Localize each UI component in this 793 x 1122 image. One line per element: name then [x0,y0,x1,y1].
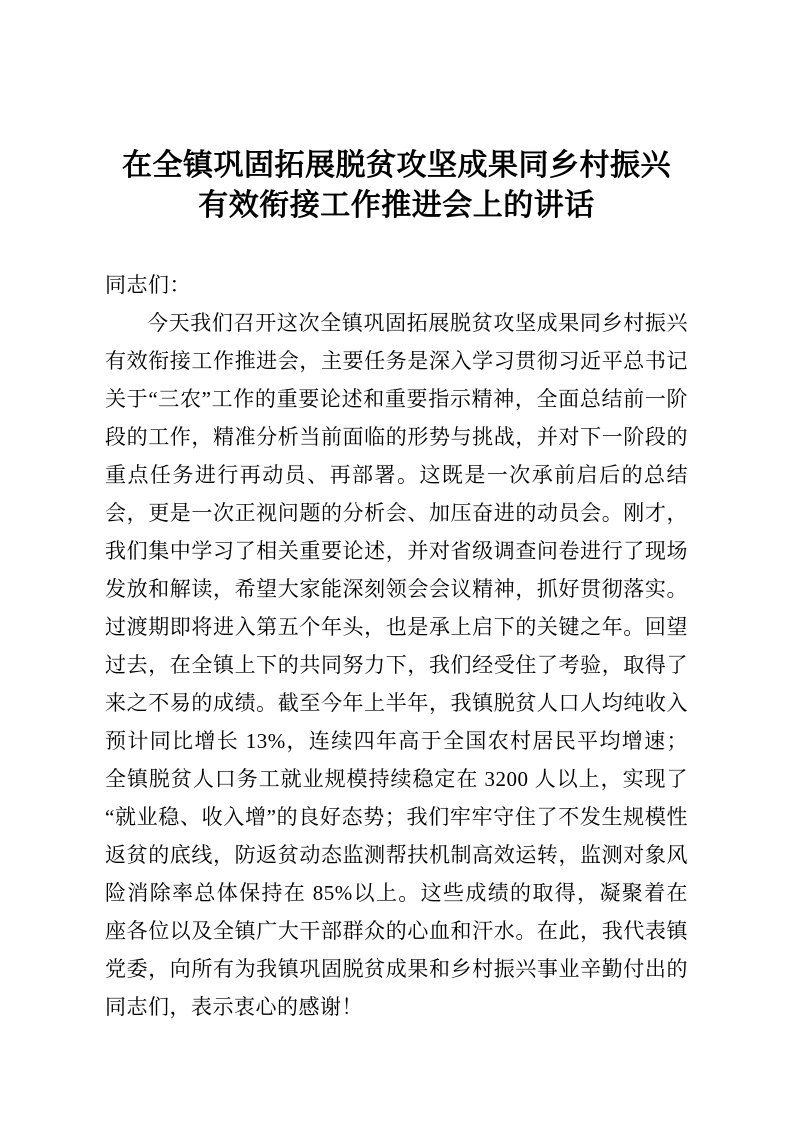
document-title-line-1: 在全镇巩固拓展脱贫攻坚成果同乡村振兴 [122,149,671,182]
document-body [105,266,688,1026]
salutation: 同志们： [105,273,191,297]
document-title [105,146,688,226]
document-title-line-2: 有效衔接工作推进会上的讲话 [198,189,595,222]
body-paragraph: 今天我们召开这次全镇巩固拓展脱贫攻坚成果同乡村振兴有效衔接工作推进会，主要任务是深入学习贯彻习近平总书记关于“三农”工作的重要论述和重要指示精神，全面总结前一阶段的工作，精准分析当前面临的形势与挑战，并对下一阶段的重点任务进行再动员、再部署。这既是一次承前启后的总结会，更是一次正视问题的分析会、加压奋进的动员会。刚才，我们集中学习了相关重要论述，并对省级调查问卷进行了现场发放和解读，希望大家能深刻领会会议精神，抓好贯彻落实。过渡期即将进入第五个年头，也是承上启下的关键之年。回望过去，在全镇上下的共同努力下，我们经受住了考验，取得了来之不易的成绩。截至今年上半年，我镇脱贫人口人均纯收入预计同比增长 13%，连续四年高于全国农村居民平均增速；全镇脱贫人口务工就业规模持续稳定在 3200 人以上，实现了“就业稳、收入增”的良好态势；我们牢牢守住了不发生规模性返贫的底线，防返贫动态监测帮扶机制高效运转，监测对象风险消除率总体保持在 85%以上。这些成绩的取得，凝聚着在座各位以及全镇广大干部群众的心血和汗水。在此，我代表镇党委，向所有为我镇巩固脱贫成果和乡村振兴事业辛勤付出的同志们，表示衷心的感谢！ [105,311,688,1019]
